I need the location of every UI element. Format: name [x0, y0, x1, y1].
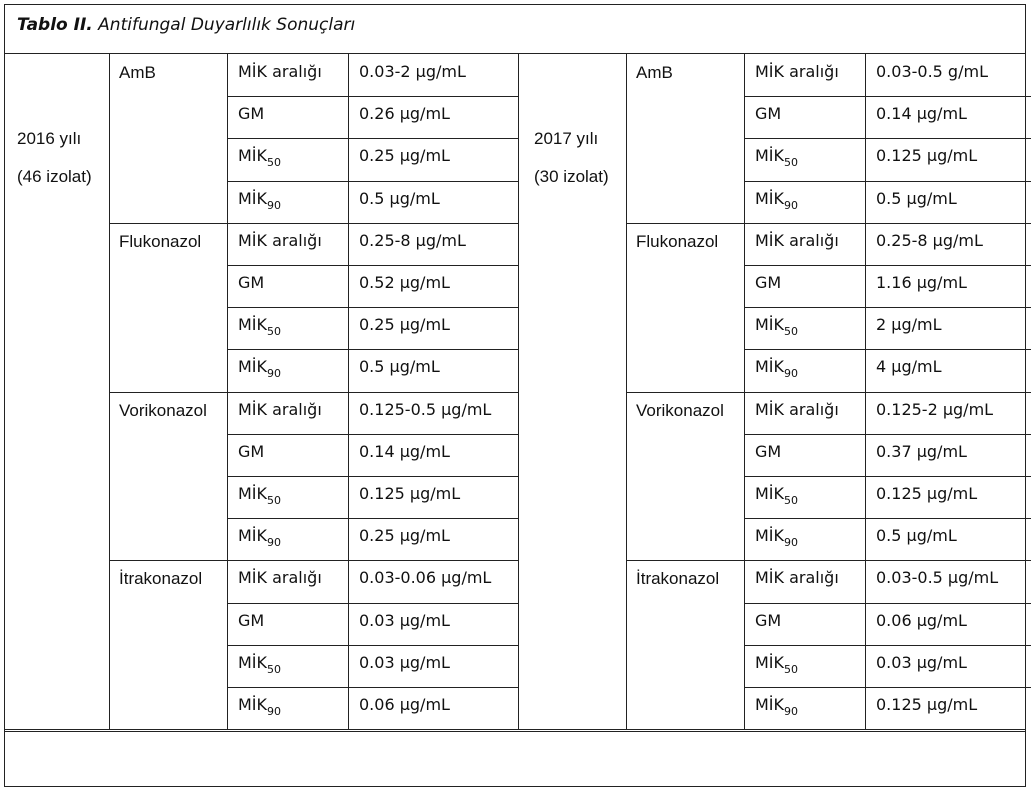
percentile-subscript: 90 — [784, 198, 799, 212]
percentile-subscript: 50 — [267, 494, 282, 507]
metric-cell — [238, 231, 345, 250]
metric-cell — [755, 695, 862, 718]
drug-name-cell-text: İtrakonazol — [636, 569, 720, 589]
value-cell — [876, 273, 1031, 303]
metric-cell — [238, 273, 345, 292]
value-cell — [359, 189, 517, 219]
value-cell-text: 0.125 µg/mL — [359, 484, 461, 503]
metric-cell — [238, 611, 345, 630]
drug-name-cell-text: Vorikonazol — [119, 400, 207, 420]
metric-cell — [755, 357, 862, 381]
value-cell — [876, 484, 1031, 514]
metric-cell — [755, 652, 862, 676]
drug-name-cell-text: İtrakonazol — [119, 569, 203, 589]
value-cell — [359, 442, 517, 472]
row-divider — [227, 96, 518, 97]
metric-cell — [755, 146, 862, 170]
value-cell-text: 0.06 µg/mL — [359, 695, 450, 714]
metric-label: MİK aralığı — [755, 62, 839, 81]
percentile-subscript: 50 — [267, 325, 282, 339]
value-cell — [359, 315, 517, 345]
metric-label: MİK — [755, 146, 785, 166]
isolate-count: (30 izolat) — [534, 167, 609, 186]
value-cell — [876, 568, 1031, 598]
value-cell — [359, 62, 517, 92]
value-cell-text: 0.125 µg/mL — [876, 146, 978, 166]
metric-label: MİK — [755, 652, 785, 672]
row-divider — [227, 349, 518, 350]
table-footer-divider — [5, 731, 1025, 732]
caption-label: Tablo II. — [17, 15, 93, 35]
drug-name-cell-text: AmB — [119, 63, 156, 82]
value-cell-text: 0.5 µg/mL — [876, 526, 957, 546]
row-divider — [744, 265, 1031, 266]
value-cell-text: 4 µg/mL — [876, 357, 942, 377]
row-divider — [227, 434, 518, 435]
metric-label: GM — [755, 104, 782, 124]
value-cell-text: 0.37 µg/mL — [876, 441, 967, 461]
value-cell — [876, 611, 1031, 641]
metric-label: GM — [755, 610, 782, 630]
metric-cell — [755, 231, 862, 250]
metric-label: MİK — [238, 146, 268, 166]
table-frame — [4, 4, 1026, 787]
value-cell-text: 0.03 µg/mL — [876, 652, 967, 672]
percentile-subscript: 90 — [784, 705, 799, 718]
row-divider — [227, 645, 518, 646]
metric-label: MİK aralığı — [238, 568, 322, 588]
metric-label: MİK aralığı — [755, 568, 839, 588]
percentile-subscript: 90 — [267, 705, 282, 718]
value-cell — [359, 526, 517, 556]
value-cell-text: 0.25 µg/mL — [359, 315, 450, 335]
percentile-subscript: 90 — [784, 536, 799, 550]
row-divider — [744, 307, 1031, 308]
drug-name-cell — [636, 232, 742, 262]
row-divider — [744, 96, 1031, 97]
drug-divider — [109, 560, 518, 561]
drug-name-cell — [119, 232, 225, 262]
value-cell — [876, 653, 1031, 683]
value-cell-text: 0.06 µg/mL — [876, 610, 967, 630]
caption-text: Antifungal Duyarlılık Sonuçları — [98, 15, 356, 35]
value-cell — [359, 611, 517, 641]
drug-name-cell-text: AmB — [636, 63, 673, 82]
value-cell-text: 0.25-8 µg/mL — [359, 230, 466, 250]
value-cell-text: 0.25 µg/mL — [359, 146, 450, 166]
value-cell — [876, 357, 1031, 387]
metric-label: MİK — [238, 188, 268, 208]
value-cell — [876, 695, 1031, 725]
metric-label: MİK — [238, 484, 268, 503]
row-divider — [744, 476, 1031, 477]
row-divider — [744, 518, 1031, 519]
value-cell — [876, 231, 1031, 261]
value-cell — [359, 695, 517, 725]
value-cell-text: 0.03-0.5 g/mL — [876, 62, 988, 81]
metric-label: MİK — [755, 484, 785, 503]
row-divider — [227, 138, 518, 139]
drug-name-cell — [119, 63, 225, 93]
metric-cell — [238, 484, 345, 507]
metric-cell — [755, 315, 862, 339]
drug-name-cell-text: Flukonazol — [119, 231, 202, 251]
metric-label: MİK — [238, 526, 268, 546]
metric-label: MİK aralığı — [755, 399, 839, 419]
metric-label: MİK — [238, 695, 268, 714]
value-cell — [876, 526, 1031, 556]
value-cell — [359, 273, 517, 303]
value-cell — [359, 357, 517, 387]
metric-cell — [238, 104, 345, 123]
value-cell — [359, 653, 517, 683]
row-divider — [744, 687, 1031, 688]
metric-cell — [238, 442, 345, 461]
value-cell-text: 0.52 µg/mL — [359, 273, 450, 292]
metric-label: MİK — [755, 315, 785, 335]
metric-cell — [238, 315, 345, 339]
value-cell-text: 0.5 µg/mL — [359, 188, 440, 208]
metric-label: MİK — [755, 188, 785, 208]
drug-name-cell — [636, 401, 742, 431]
value-cell — [876, 189, 1031, 219]
metric-label: MİK — [755, 526, 785, 546]
drug-divider — [626, 560, 1031, 561]
row-divider — [744, 645, 1031, 646]
percentile-subscript: 50 — [784, 325, 799, 339]
value-cell-text: 2 µg/mL — [876, 315, 942, 335]
metric-label: MİK aralığı — [238, 62, 322, 81]
value-cell-text: 0.125-0.5 µg/mL — [359, 399, 492, 419]
percentile-subscript: 50 — [784, 662, 799, 676]
metric-cell — [238, 400, 345, 419]
value-cell — [359, 104, 517, 134]
value-cell — [359, 231, 517, 261]
metric-label: MİK — [238, 357, 268, 377]
value-cell — [876, 146, 1031, 176]
value-cell — [876, 62, 1031, 92]
row-divider — [227, 181, 518, 182]
value-cell — [876, 400, 1031, 430]
row-divider — [227, 307, 518, 308]
row-divider — [744, 434, 1031, 435]
metric-label: MİK — [238, 315, 268, 335]
table-caption — [5, 5, 1025, 54]
value-cell — [359, 400, 517, 430]
value-cell-text: 0.125 µg/mL — [876, 484, 978, 503]
drug-name-cell — [119, 401, 225, 431]
metric-cell — [755, 62, 862, 81]
drug-divider — [109, 392, 518, 393]
metric-cell — [238, 62, 345, 81]
percentile-subscript: 50 — [784, 494, 799, 507]
metric-label: MİK aralığı — [238, 399, 322, 419]
metric-cell — [238, 695, 345, 718]
value-cell-text: 0.5 µg/mL — [359, 357, 440, 377]
metric-label: MİK aralığı — [755, 230, 839, 250]
metric-cell — [755, 484, 862, 507]
percentile-subscript: 90 — [267, 367, 282, 381]
metric-cell — [238, 568, 345, 587]
metric-cell — [755, 104, 862, 123]
value-cell-text: 0.03 µg/mL — [359, 652, 450, 672]
metric-cell — [238, 357, 345, 381]
metric-label: GM — [755, 273, 782, 292]
row-divider — [227, 603, 518, 604]
row-divider — [744, 138, 1031, 139]
value-cell — [876, 315, 1031, 345]
year-cell — [17, 120, 107, 196]
drug-name-cell — [636, 569, 742, 599]
metric-cell — [755, 568, 862, 587]
row-divider — [744, 349, 1031, 350]
percentile-subscript: 90 — [267, 198, 282, 212]
value-cell — [876, 104, 1031, 134]
row-divider — [227, 518, 518, 519]
value-cell-text: 0.125 µg/mL — [876, 695, 978, 714]
metric-cell — [755, 188, 862, 212]
row-divider — [227, 687, 518, 688]
row-divider — [227, 476, 518, 477]
metric-cell — [755, 526, 862, 550]
value-cell-text: 0.03-0.5 µg/mL — [876, 568, 999, 588]
metric-label: MİK — [238, 652, 268, 672]
metric-cell — [755, 400, 862, 419]
value-cell-text: 0.03 µg/mL — [359, 610, 450, 630]
percentile-subscript: 90 — [267, 536, 282, 550]
value-cell-text: 0.26 µg/mL — [359, 104, 450, 124]
metric-cell — [238, 526, 345, 550]
value-cell — [359, 568, 517, 598]
metric-label: GM — [238, 610, 265, 630]
metric-cell — [238, 188, 345, 212]
isolate-count: (46 izolat) — [17, 167, 92, 186]
metric-cell — [238, 146, 345, 170]
value-cell — [876, 442, 1031, 472]
drug-name-cell — [636, 63, 742, 93]
metric-label: MİK — [755, 357, 785, 377]
drug-divider — [626, 392, 1031, 393]
value-cell-text: 0.14 µg/mL — [876, 104, 967, 124]
year-label: 2017 yılı — [534, 129, 599, 148]
value-cell — [359, 484, 517, 514]
value-cell-text: 1.16 µg/mL — [876, 273, 967, 292]
value-cell-text: 0.5 µg/mL — [876, 188, 957, 208]
metric-cell — [755, 273, 862, 292]
value-cell — [359, 146, 517, 176]
group-divider — [518, 54, 519, 729]
percentile-subscript: 90 — [784, 367, 799, 381]
drug-name-cell-text: Vorikonazol — [636, 400, 724, 420]
value-cell-text: 0.125-2 µg/mL — [876, 399, 994, 419]
year-cell — [534, 120, 624, 196]
metric-cell — [755, 611, 862, 630]
year-label: 2016 yılı — [17, 129, 82, 148]
row-divider — [744, 181, 1031, 182]
drug-name-cell-text: Flukonazol — [636, 231, 719, 251]
percentile-subscript: 50 — [784, 156, 799, 170]
row-divider — [227, 265, 518, 266]
row-divider — [744, 603, 1031, 604]
drug-divider — [109, 223, 518, 224]
value-cell-text: 0.14 µg/mL — [359, 441, 450, 461]
metric-label: GM — [238, 273, 265, 292]
percentile-subscript: 50 — [267, 662, 282, 676]
metric-label: GM — [238, 104, 265, 124]
metric-cell — [755, 442, 862, 461]
metric-cell — [238, 652, 345, 676]
metric-label: MİK aralığı — [238, 230, 322, 250]
value-cell-text: 0.25 µg/mL — [359, 526, 450, 546]
metric-label: GM — [755, 441, 782, 461]
drug-name-cell — [119, 569, 225, 599]
drug-divider — [626, 223, 1031, 224]
metric-label: GM — [238, 441, 265, 461]
metric-label: MİK — [755, 695, 785, 714]
percentile-subscript: 50 — [267, 156, 282, 170]
value-cell-text: 0.03-2 µg/mL — [359, 62, 466, 81]
value-cell-text: 0.25-8 µg/mL — [876, 230, 983, 250]
value-cell-text: 0.03-0.06 µg/mL — [359, 568, 492, 588]
